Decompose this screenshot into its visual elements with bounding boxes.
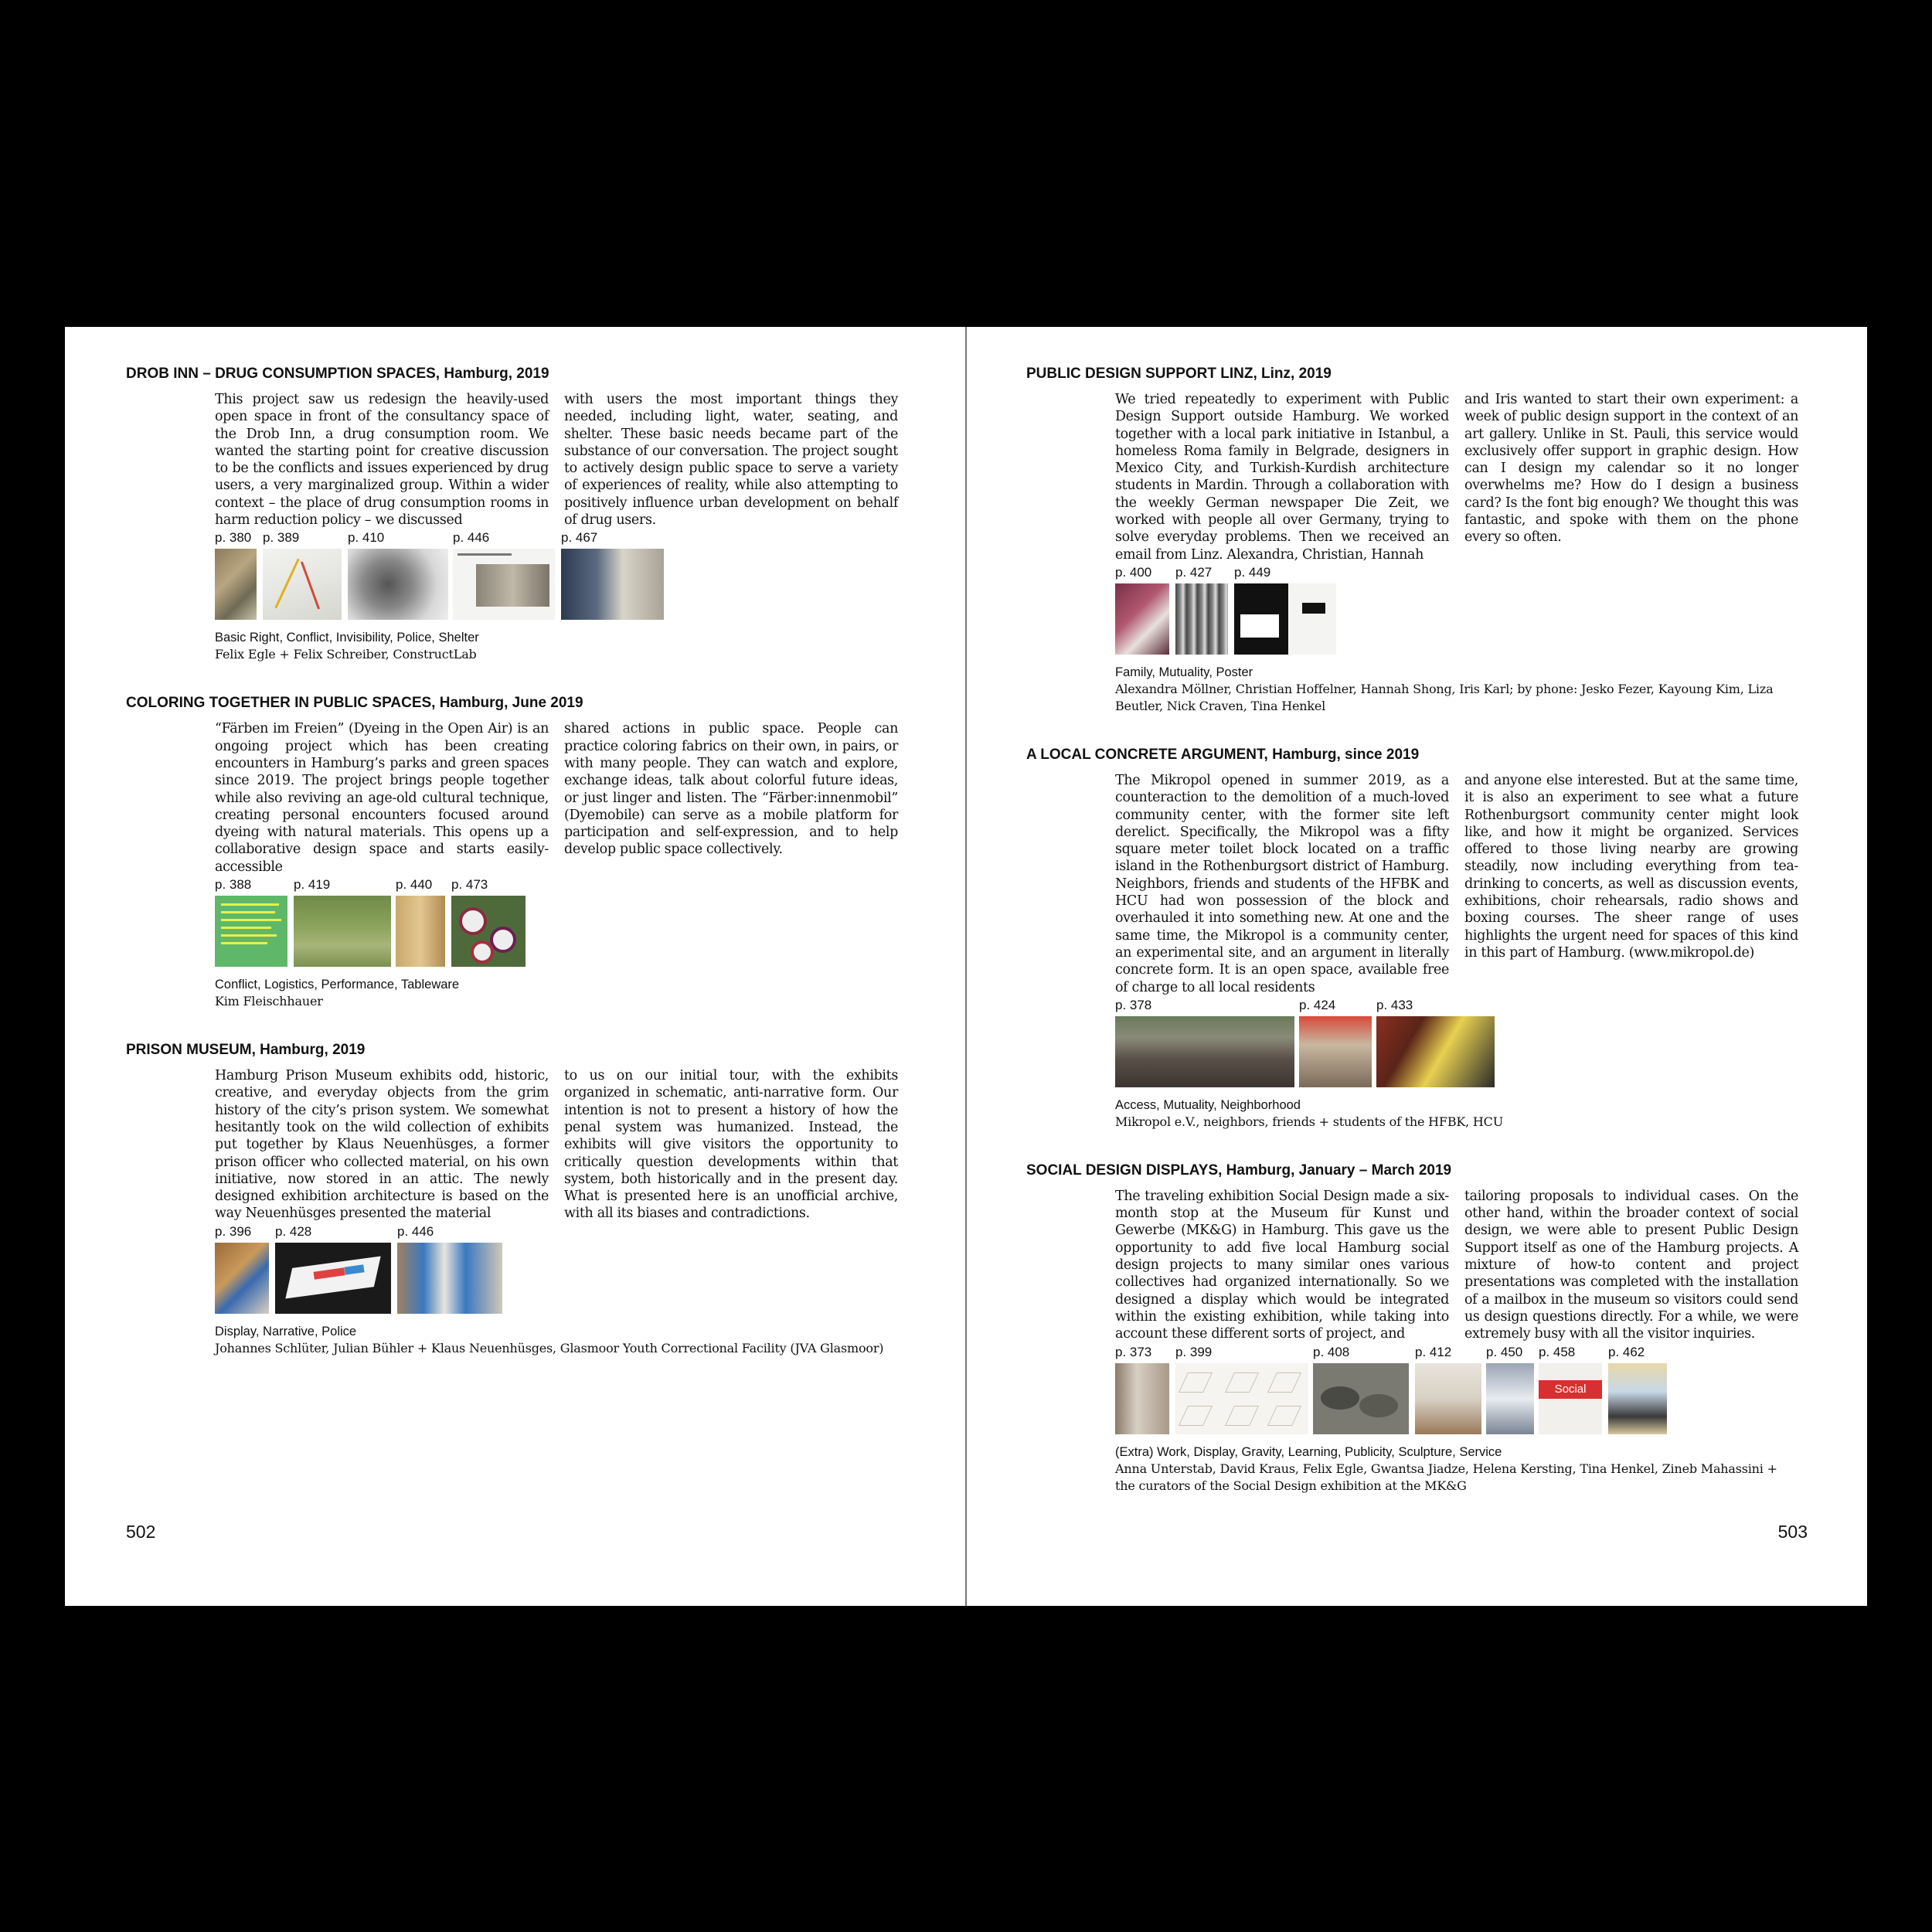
project-title: DROB INN – DRUG CONSUMPTION SPACES, Hamburg, 2019 [126,366,549,382]
photo-image [1486,1363,1534,1434]
page-ref: p. 396 [215,1223,252,1239]
poster-text: Social [1539,1380,1602,1399]
thumbnail-strip [215,530,899,621]
photo-image [397,1243,502,1314]
project-text-col1: “Färben im Freien” (Dyeing in the Open Air) is an ongoing project which has been creating encounters in Hamburg’s parks and green spaces since 2019. The project brings people together while also reviving an age-old cultural technique, creating personal encounters focused around dyeing with natural materials. This opens up a collaborative design space and starts easily-accessible [215,721,549,875]
page-ref: p. 449 [1234,564,1271,580]
thumbnail[interactable] [1175,1345,1212,1360]
project-coloring-together [126,694,899,1010]
thumbnail[interactable] [396,877,432,893]
project-text-col2: and anyone else interested. But at the same time, it is also an experiment to see what a future Rothenburgsort community center might look like, and how it might be organized. Services offered to those living nearby are growing steadily, now including everything from tea-drinking to concerts, as well as discussion events, exhibitions, choir rehearsals, radio shows and boxing courses. The sheer range of uses highlights the urgent need for spaces of this kind in this part of Hamburg. (www.mikropol.de) [1464,772,1798,961]
thumbnail[interactable] [1115,1345,1151,1360]
thumbnail[interactable] [275,1224,311,1240]
thumbnail[interactable] [453,530,489,546]
page-ref: p. 446 [453,530,490,546]
page-ref: p. 440 [396,877,433,893]
thumbnail[interactable] [1486,1345,1522,1360]
project-text-col1: We tried repeatedly to experiment with Public Design Support outside Hamburg. We worked together with a local park initiative in Istanbul, a homeless Roma family in Belgrade, designers in Mexico City, and Turkish-Kurdish architecture students in Mardin. Through a collaboration with the weekly German newspaper Die Zeit, we worked with people all over Germany, trying to solve everyday problems. Then we received an email from Linz. Alexandra, Christian, Hannah [1115,392,1449,563]
page-number: 503 [1777,1522,1808,1542]
project-title: A LOCAL CONCRETE ARGUMENT, Hamburg, since 2019 [1026,746,1420,763]
photo-image [1608,1363,1667,1434]
photo-image [451,896,526,967]
project-text-col2: tailoring proposals to individual cases. On the other hand, within the broader context of social design, we were able to present Public Design Support itself as one of the Hamburg projects. A mixture of how-to content and project presentations was completed with the installation of a mailbox in the museum so visitors could send us design questions directly. For a while, we were extremely busy with all the visitor inquiries. [1464,1188,1798,1342]
thumbnail[interactable] [1299,998,1335,1013]
photo-image [396,896,445,967]
thumbnail[interactable] [1175,565,1212,580]
photo-image [215,1243,269,1314]
thumbnail-strip [215,877,899,968]
project-text-col2: to us on our initial tour, with the exhibits organized in schematic, anti-narrative form. Our intention is not to present a history of how the penal system was humanized. Instead, the exhibits will give visitors the opportunity to critically question developments within that system, both historically and in the present day. What is presented here is an unofficial archive, with all its biases and contradictions. [564,1068,898,1222]
project-title: PUBLIC DESIGN SUPPORT LINZ, Linz, 2019 [1026,366,1332,382]
project-title: PRISON MUSEUM, Hamburg, 2019 [126,1042,366,1059]
page-ref: p. 373 [1115,1344,1152,1359]
page-ref: p. 412 [1415,1344,1452,1359]
project-credits: Kim Fleischhauer [215,994,323,1009]
thumbnail[interactable] [294,877,330,893]
model-image [275,1243,391,1314]
project-prison-museum [126,1041,899,1357]
project-drob-inn [126,365,899,663]
thumbnail[interactable] [215,877,251,893]
project-credits: Anna Unterstab, David Kraus, Felix Egle, Gwantsa Jiadze, Helena Kersting, Tina Henkel, Zineb Mahassini + the curators of the Social Design exhibition at the MK&G [1115,1461,1777,1493]
photo-image [1175,583,1228,655]
thumbnail[interactable] [215,1224,251,1240]
left-page [65,327,966,1606]
thumbnail[interactable] [1313,1345,1349,1360]
thumbnail[interactable] [1234,565,1270,580]
diagram-image [1175,1363,1308,1434]
thumbnail[interactable] [215,530,251,546]
page-ref: p. 427 [1175,564,1213,580]
thumbnail[interactable] [1115,565,1151,580]
project-text-col1: The Mikropol opened in summer 2019, as a counteraction to the demolition of a much-loved community center, with the former site left derelict. Specifically, the Mikropol was a fifty square meter toilet block located on a traffic island in the Rothenburgsort district of Hamburg. Neighbors, friends and students of the HFBK and HCU had won possession of the block and overhauled it into something new. At one and the same time, the Mikropol is a community center, an experimental site, and an argument in literally concrete form. It is an open space, available free of charge to all local residents [1115,772,1449,995]
project-local-concrete-argument [1026,746,1799,1131]
page-ref: p. 400 [1115,564,1152,580]
page-ref: p. 424 [1299,997,1336,1012]
page-ref: p. 399 [1175,1344,1213,1359]
page-ref: p. 410 [348,530,385,546]
project-text-col2: and Iris wanted to start their own experiment: a week of public design support in the context of an art gallery. Unlike in St. Pauli, this service would exclusively offer support in graphic design. How can I design my calendar so it no longer overwhelms me? How do I design a business card? Is the font big enough? We thought this was fantastic, and spoke with them on the phone every so often. [1464,392,1798,546]
photo-image [348,549,448,620]
project-text-col1: Hamburg Prison Museum exhibits odd, historic, creative, and everyday objects from the grim history of the city’s prison system. We somewhat hesitantly took on the wild collection of exhibits put together by Klaus Neuenhüsges, a former prison officer who collected material, on his own initiative, now stored in an attic. The newly designed exhibition architecture is based on the way Neuenhüsges presented the material [215,1068,549,1222]
photo-image [294,896,391,967]
page-ref: p. 380 [215,530,252,546]
book-spread [65,327,1867,1606]
photo-image [1115,1016,1294,1087]
thumbnail-strip [1115,1345,1799,1436]
page-ref: p. 419 [294,877,331,893]
photo-image [1115,583,1169,655]
page-ref: p. 389 [263,530,300,546]
project-tags: Family, Mutuality, Poster [1115,665,1253,679]
thumbnail[interactable] [348,530,384,546]
project-text-col2: shared actions in public space. People can practice coloring fabrics on their own, in pairs, or with many people. They can watch and explore, exchange ideas, talk about colorful future ideas, or just linger and listen. The “Färber:innenmobil” (Dyemobile) can serve as a mobile platform for participation and self-expression, and to help develop public space collectively. [564,721,898,858]
thumbnail-strip [1115,998,1799,1089]
page-ref: p. 473 [451,877,488,893]
page-ref: p. 458 [1539,1344,1576,1359]
project-tags: Access, Mutuality, Neighborhood [1115,1097,1301,1112]
thumbnail[interactable] [561,530,597,546]
project-text-col2: with users the most important things they needed, including light, water, seating, and shelter. These basic needs became part of the substance of our conversation. The project sought to actively design public space to serve a variety of experiences of reality, while also attempting to positively influence urban development on behalf of drug users. [564,392,898,529]
thumbnail[interactable] [1539,1344,1587,1396]
project-credits: Mikropol e.V., neighbors, friends + students of the HFBK, HCU [1115,1114,1503,1129]
page-ref: p. 378 [1115,997,1152,1012]
project-tags: Conflict, Logistics, Performance, Tableware [215,978,460,992]
photo-image [561,549,664,620]
project-social-design-displays [1026,1162,1799,1495]
project-tags: Basic Right, Conflict, Invisibility, Police, Shelter [215,631,479,645]
project-title: COLORING TOGETHER IN PUBLIC SPACES, Hamburg, June 2019 [126,695,583,712]
right-page [966,327,1867,1606]
page-ref: p. 446 [397,1223,434,1239]
photo-image [1115,1363,1169,1434]
thumbnail[interactable] [397,1224,434,1240]
project-credits: Felix Egle + Felix Schreiber, ConstructLab [215,647,477,662]
photo-image [1415,1363,1481,1434]
document-image [453,549,555,620]
page-ref: p. 467 [561,530,598,546]
photo-image [1376,1016,1495,1087]
photo-image [215,549,257,620]
project-tags: Display, Narrative, Police [215,1324,357,1338]
thumbnail[interactable] [451,877,488,893]
thumbnail[interactable] [1115,998,1151,1013]
thumbnail[interactable] [1415,1345,1451,1360]
page-ref: p. 408 [1313,1344,1350,1359]
document-image [1234,583,1336,655]
thumbnail[interactable] [263,530,299,546]
page-number: 502 [126,1522,156,1542]
project-tags: (Extra) Work, Display, Gravity, Learning, Publicity, Sculpture, Service [1115,1444,1502,1459]
photo-image [1299,1016,1372,1087]
poster-image [215,896,287,967]
project-title: SOCIAL DESIGN DISPLAYS, Hamburg, January – March 2019 [1026,1162,1452,1179]
thumbnail-strip [215,1224,899,1315]
project-credits: Johannes Schlüter, Julian Bühler + Klaus Neuenhüsges, Glasmoor Youth Correctional Facility (JVA Glasmoor) [215,1340,884,1355]
thumbnail[interactable] [1376,998,1413,1013]
poster-image [1539,1363,1602,1434]
thumbnail-strip [1115,565,1799,656]
photo-image [263,549,342,620]
page-ref: p. 450 [1486,1344,1523,1359]
photo-image [1313,1363,1409,1434]
project-credits: Alexandra Möllner, Christian Hoffelner, Hannah Shong, Iris Karl; by phone: Jesko Fezer, Kayoung Kim, Liza Beutler, Nick Craven, Tina Henkel [1115,681,1774,713]
project-text-col1: The traveling exhibition Social Design made a six-month stop at the Museum für Kunst und Gewerbe (MK&G) in Hamburg. This gave us the opportunity to add five local Hamburg social design projects to many similar ones various collectives had organized internationally. So we designed a display which would be integrated within the existing exhibition, while taking into account these different sorts of project, and [1115,1188,1449,1342]
page-ref: p. 388 [215,877,252,893]
page-ref: p. 428 [275,1223,312,1239]
page-ref: p. 462 [1608,1344,1645,1359]
project-text-col1: This project saw us redesign the heavily-used open space in front of the consultancy space of the Drob Inn, a drug consumption room. We wanted the starting point for creative discussion to be the conflicts and issues experienced by drug users, a very marginalized group. Within a wider context – the place of drug consumption rooms in harm reduction policy – we discussed [215,392,549,529]
page-ref: p. 433 [1376,997,1413,1012]
project-public-design-support-linz [1026,365,1799,715]
thumbnail[interactable] [1608,1345,1645,1360]
